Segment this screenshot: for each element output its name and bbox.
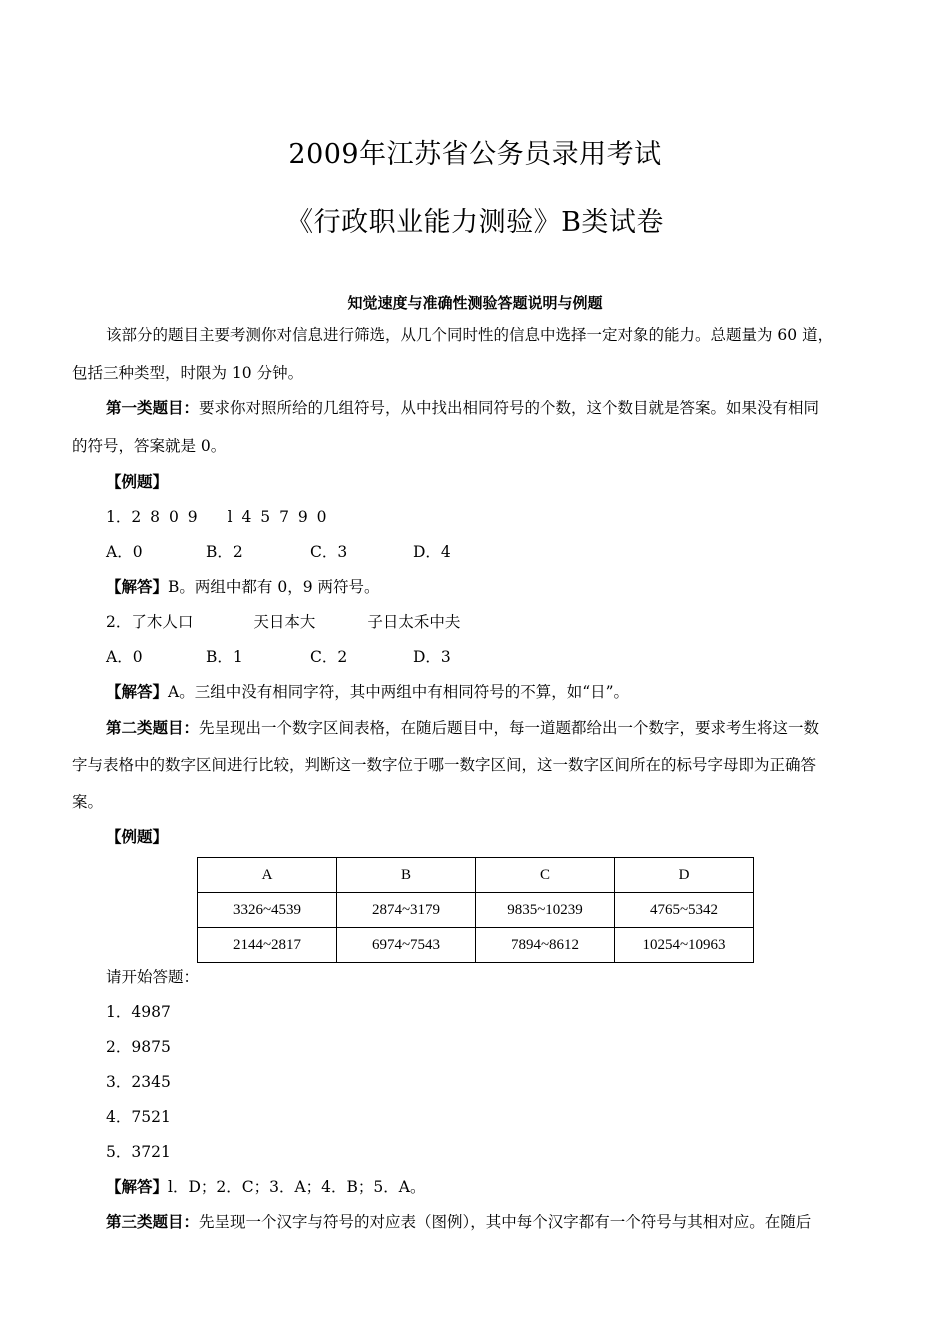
question-1-options <box>106 542 878 562</box>
question-1-group-b: l 4 5 7 9 0 <box>227 508 329 526</box>
list-item: 4．7521 <box>106 1108 171 1126</box>
type1-paragraph-line1 <box>106 398 878 418</box>
question-2-answer: 【解答】A。三组中没有相同字符，其中两组中有相同符号的不算，如“日”。 <box>106 682 630 701</box>
document-title-line1: 2009年江苏省公务员录用考试 <box>288 139 662 170</box>
start-prompt: 请开始答题： <box>106 968 200 986</box>
number-range-table <box>197 857 754 963</box>
question-2-options <box>106 647 878 667</box>
q2-option-b: B．1 <box>206 648 243 666</box>
example-label-1: 【例题】 <box>106 472 169 491</box>
section-heading: 知觉速度与准确性测验答题说明与例题 <box>347 294 603 312</box>
type1-text: 要求你对照所给的几组符号，从中找出相同符号的个数，这个数目就是答案。如果没有相同 <box>199 399 820 417</box>
table-cell: 10254~10963 <box>615 928 754 963</box>
table-header-cell: A <box>198 858 337 893</box>
table-cell: 2144~2817 <box>198 928 337 963</box>
question-1-answer: 【解答】B。两组中都有 0，9 两符号。 <box>106 577 380 596</box>
intro-paragraph-line1: 该部分的题目主要考测你对信息进行筛选，从几个同时性的信息中选择一定对象的能力。总题量为 60 道， <box>106 326 834 344</box>
table-cell: 7894~8612 <box>476 928 615 963</box>
type3-label: 第三类题目： <box>106 1212 200 1231</box>
table-cell: 9835~10239 <box>476 893 615 928</box>
type2-answer: 【解答】l．D；2．C；3．A；4．B；5．A。 <box>106 1177 426 1196</box>
q2-option-d: D．3 <box>413 648 451 666</box>
question-2 <box>106 612 878 632</box>
question-2-group-a: 了木人口 <box>131 613 194 631</box>
q2-option-a: A．0 <box>106 648 143 666</box>
intro-paragraph-line2: 包括三种类型，时限为 10 分钟。 <box>72 364 304 382</box>
question-2-group-c: 子日太禾中夫 <box>367 613 461 631</box>
q1-option-b: B．2 <box>206 543 243 561</box>
document-title-line2: 《行政职业能力测验》B类试卷 <box>286 207 664 238</box>
type2-label: 第二类题目： <box>106 718 200 737</box>
question-2-number: 2． <box>106 613 132 631</box>
question-1 <box>106 507 878 527</box>
table-cell: 2874~3179 <box>337 893 476 928</box>
q1-option-d: D．4 <box>413 543 451 561</box>
question-1-number: 1． <box>106 508 132 526</box>
table-header-cell: B <box>337 858 476 893</box>
list-item: 3．2345 <box>106 1073 171 1091</box>
example-label-2: 【例题】 <box>106 827 169 846</box>
list-item: 5．3721 <box>106 1143 171 1161</box>
table-header-row <box>198 858 754 893</box>
table-cell: 6974~7543 <box>337 928 476 963</box>
type2-paragraph-line1: 第二类题目：先呈现出一个数字区间表格，在随后题目中，每一道题都给出一个数字，要求考生将这一数 <box>106 718 820 737</box>
type2-paragraph-line3: 案。 <box>72 793 104 811</box>
type1-label: 第一类题目： <box>106 398 200 417</box>
q1-option-a: A．0 <box>106 543 143 561</box>
table-row <box>198 928 754 963</box>
type1-paragraph-line2: 的符号，答案就是 0。 <box>72 437 227 455</box>
list-item: 2．9875 <box>106 1038 171 1056</box>
table-row <box>198 893 754 928</box>
table-header-cell: D <box>615 858 754 893</box>
type3-paragraph-line1: 第三类题目：先呈现一个汉字与符号的对应表（图例），其中每个汉字都有一个符号与其相对应。在随后 <box>106 1212 812 1231</box>
table-cell: 4765~5342 <box>615 893 754 928</box>
q2-option-c: C．2 <box>310 648 348 666</box>
question-2-group-b: 天日本大 <box>253 613 316 631</box>
table-header-cell: C <box>476 858 615 893</box>
question-1-group-a: 2 8 0 9 <box>131 508 200 526</box>
table-cell: 3326~4539 <box>198 893 337 928</box>
list-item: 1．4987 <box>106 1003 171 1021</box>
q1-option-c: C．3 <box>310 543 348 561</box>
type2-paragraph-line2: 字与表格中的数字区间进行比较，判断这一数字位于哪一数字区间，这一数字区间所在的标号字母即为正确答 <box>72 756 817 774</box>
